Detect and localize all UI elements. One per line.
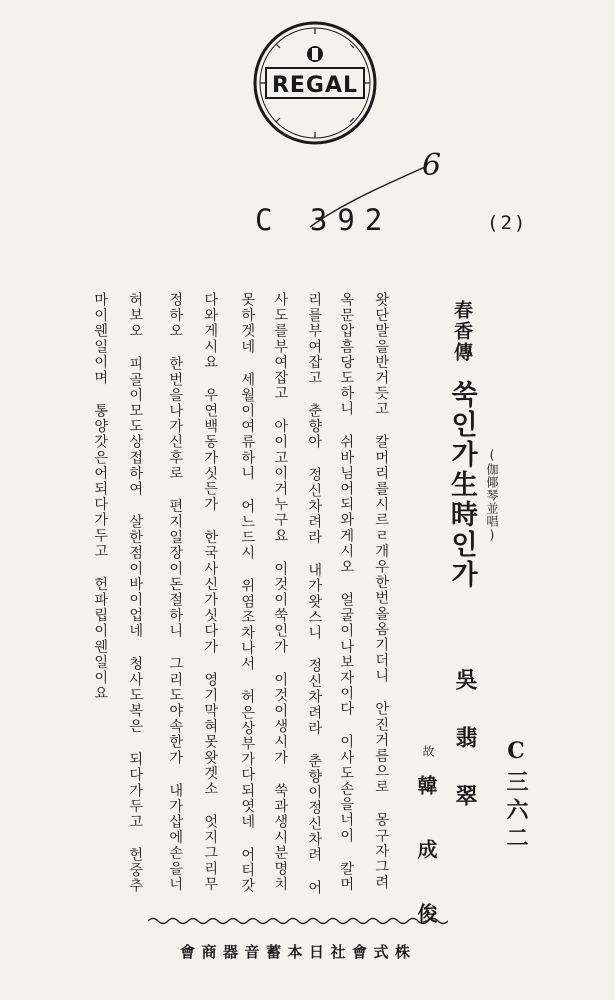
lyrics-column: 사도를부여잡고 아이고이거누구요 이것이쑥인가 이것이생시가 쑥과생시분명치	[272, 292, 289, 892]
lyrics-column: 마이웬일이며 통양갓은어되다가두고 헌파립이웬일이요	[92, 292, 109, 702]
lyrics-column: 못하겟네 세월이여류하니 어느드시 위염조차나서 허은상부가다되엿네 어티갓	[239, 292, 256, 894]
brand-wordmark: REGAL	[271, 73, 359, 98]
handwritten-number: 6	[422, 148, 442, 183]
song-title: 쑥인가生時인가	[446, 380, 477, 590]
lyrics-column: 리를부여잡고 춘향아 정신차려라 내가왓스니 정신차려라 춘향이정신차려 어	[306, 292, 323, 896]
decorative-wavy-rule	[148, 916, 448, 926]
company-name: 株式會社日本蓄音器商會	[180, 943, 417, 961]
accompaniment-note: (伽倻琴並唱)	[485, 448, 499, 543]
singer-2-prefix: 故	[421, 745, 435, 757]
release-number: C三六二	[503, 738, 529, 854]
lyrics-column: 정하오 한번을나가신후로 편지일장이돈절하니 그리도야속한가 내가삽에손을너	[167, 292, 184, 892]
singer-name-1: 吳 翡 翠	[452, 668, 478, 811]
side-number: (2)	[487, 212, 528, 234]
regal-logo-icon	[252, 20, 378, 146]
regal-logo	[252, 20, 378, 146]
lyrics-column: 다와게시요 우연백동가싯든가 한국사신가싯다가 영기막혀못왓겟소 엇지그리무	[202, 292, 219, 892]
catalog-number: C 392	[255, 203, 393, 237]
singer-name-2: 韓 成 俊	[414, 775, 438, 933]
lyrics-column: 옥문압흠당도하니 쉬바님어되와게시오 얼굴이나보자이다 이사도손을너이 칼머	[338, 292, 355, 892]
lyrics-column: 허보오 피골이모도상접하여 살한점이바이업네 청사도복은 되다가두고 헌중추	[127, 292, 144, 894]
song-genre: 春香傳	[451, 300, 473, 363]
lyrics-column: 왓단말을반거듯고 칼머리를시르ㄹ개우한번올옴기더니 안진거름으로 몽구자그려	[373, 292, 390, 891]
